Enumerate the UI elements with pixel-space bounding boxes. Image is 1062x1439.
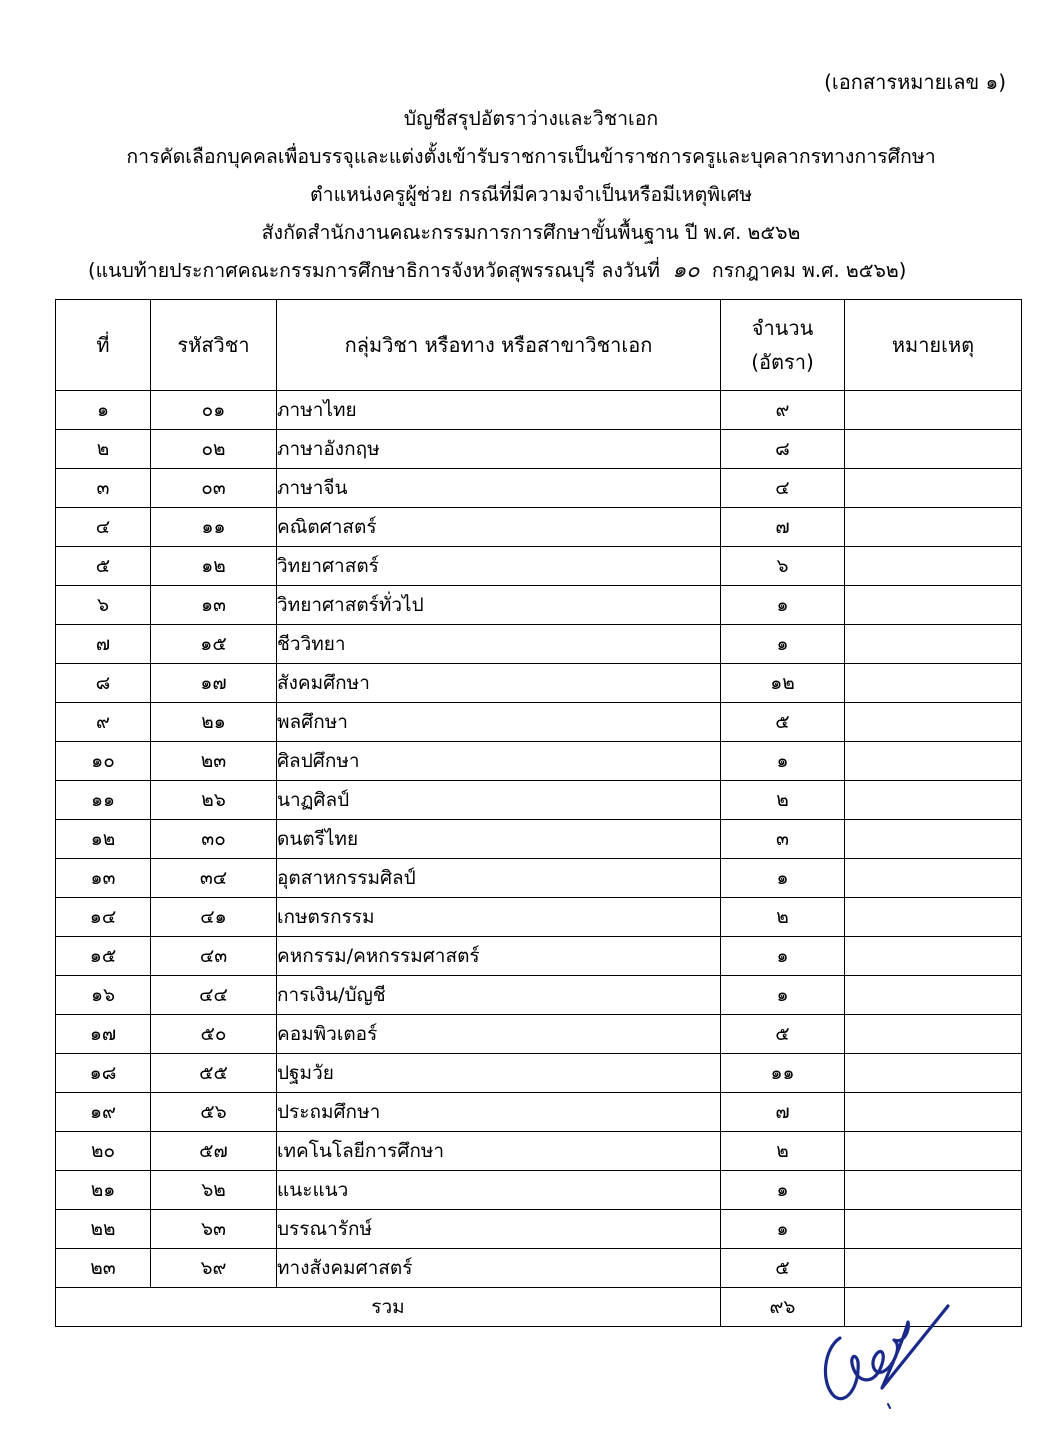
table-row [56, 1171, 1022, 1210]
row-subject: อุตสาหกรรมศิลป์ [277, 859, 721, 898]
handwritten-day: ๑๐ [672, 258, 700, 283]
row-count: ๕ [721, 703, 845, 742]
table-row [56, 703, 1022, 742]
row-no: ๒๑ [56, 1171, 151, 1210]
row-remark [845, 976, 1022, 1015]
row-no: ๑๔ [56, 898, 151, 937]
row-code: ๑๓ [151, 586, 277, 625]
row-no: ๗ [56, 625, 151, 664]
row-code: ๐๓ [151, 469, 277, 508]
row-count: ๑ [721, 1210, 845, 1249]
row-code: ๒๑ [151, 703, 277, 742]
row-subject: ภาษาอังกฤษ [277, 430, 721, 469]
table-row [56, 820, 1022, 859]
header-count [721, 300, 845, 391]
row-count: ๗ [721, 508, 845, 547]
table-row [56, 430, 1022, 469]
row-count: ๑ [721, 742, 845, 781]
table-row [56, 664, 1022, 703]
row-subject: คณิตศาสตร์ [277, 508, 721, 547]
row-no: ๒ [56, 430, 151, 469]
row-code: ๔๓ [151, 937, 277, 976]
table-row [56, 781, 1022, 820]
table-row [56, 547, 1022, 586]
table-row [56, 1093, 1022, 1132]
row-remark [845, 1210, 1022, 1249]
total-label: รวม [56, 1288, 721, 1327]
row-remark [845, 586, 1022, 625]
row-no: ๙ [56, 703, 151, 742]
table-row [56, 898, 1022, 937]
row-subject: ทางสังคมศาสตร์ [277, 1249, 721, 1288]
header-remark: หมายเหตุ [845, 300, 1022, 391]
row-subject: ประถมศึกษา [277, 1093, 721, 1132]
row-subject: นาฏศิลป์ [277, 781, 721, 820]
row-no: ๑๓ [56, 859, 151, 898]
row-code: ๔๑ [151, 898, 277, 937]
row-subject: ชีววิทยา [277, 625, 721, 664]
row-no: ๑๖ [56, 976, 151, 1015]
row-code: ๑๕ [151, 625, 277, 664]
announcement-month-year: กรกฎาคม พ.ศ. ๒๕๖๒) [711, 259, 907, 282]
title-line-1: บัญชีสรุปอัตราว่างและวิชาเอก [403, 107, 659, 130]
row-no: ๑๙ [56, 1093, 151, 1132]
row-subject: วิทยาศาสตร์ทั่วไป [277, 586, 721, 625]
row-no: ๑๕ [56, 937, 151, 976]
table-row [56, 1210, 1022, 1249]
row-remark [845, 742, 1022, 781]
row-count: ๒ [721, 1132, 845, 1171]
total-value: ๙๖ [721, 1288, 845, 1327]
table-header-row [56, 300, 1022, 391]
row-count: ๑ [721, 1171, 845, 1210]
row-count: ๑ [721, 859, 845, 898]
table-row [56, 1249, 1022, 1288]
row-code: ๓๐ [151, 820, 277, 859]
document-number: (เอกสารหมายเลข ๑) [824, 70, 1006, 94]
row-no: ๖ [56, 586, 151, 625]
row-remark [845, 1015, 1022, 1054]
row-remark [845, 430, 1022, 469]
handwritten-signature [818, 1300, 958, 1420]
row-code: ๓๔ [151, 859, 277, 898]
row-subject: คหกรรม/คหกรรมศาสตร์ [277, 937, 721, 976]
row-code: ๕๐ [151, 1015, 277, 1054]
row-code: ๐๑ [151, 391, 277, 430]
row-subject: แนะแนว [277, 1171, 721, 1210]
row-subject: คอมพิวเตอร์ [277, 1015, 721, 1054]
table-row [56, 391, 1022, 430]
row-code: ๕๖ [151, 1093, 277, 1132]
announcement-reference: (แนบท้ายประกาศคณะกรรมการศึกษาธิการจังหวัดสุพรรณบุรี ลงวันที่ [88, 259, 661, 282]
row-remark [845, 1093, 1022, 1132]
row-count: ๒ [721, 898, 845, 937]
title-line-5 [0, 252, 1062, 290]
row-count: ๙ [721, 391, 845, 430]
row-no: ๑๗ [56, 1015, 151, 1054]
row-code: ๒๖ [151, 781, 277, 820]
row-code: ๖๓ [151, 1210, 277, 1249]
row-subject: สังคมศึกษา [277, 664, 721, 703]
header-subject: กลุ่มวิชา หรือทาง หรือสาขาวิชาเอก [277, 300, 721, 391]
row-remark [845, 508, 1022, 547]
row-remark [845, 703, 1022, 742]
title-line-3: ตำแหน่งครูผู้ช่วย กรณีที่มีความจำเป็นหรือมีเหตุพิเศษ [309, 183, 753, 206]
row-subject: ศิลปศึกษา [277, 742, 721, 781]
row-no: ๑๐ [56, 742, 151, 781]
row-no: ๑๘ [56, 1054, 151, 1093]
row-no: ๓ [56, 469, 151, 508]
row-code: ๖๙ [151, 1249, 277, 1288]
table-row [56, 508, 1022, 547]
row-count: ๑๒ [721, 664, 845, 703]
row-subject: เทคโนโลยีการศึกษา [277, 1132, 721, 1171]
row-count: ๔ [721, 469, 845, 508]
table-row [56, 1015, 1022, 1054]
vacancy-table [55, 299, 1022, 1327]
row-code: ๑๑ [151, 508, 277, 547]
table-row [56, 469, 1022, 508]
row-count: ๑ [721, 976, 845, 1015]
row-no: ๑๑ [56, 781, 151, 820]
row-remark [845, 859, 1022, 898]
table-row [56, 742, 1022, 781]
table-row [56, 625, 1022, 664]
row-count: ๑ [721, 937, 845, 976]
row-remark [845, 547, 1022, 586]
row-code: ๐๒ [151, 430, 277, 469]
row-count: ๗ [721, 1093, 845, 1132]
row-no: ๕ [56, 547, 151, 586]
row-count: ๕ [721, 1015, 845, 1054]
row-count: ๓ [721, 820, 845, 859]
row-remark [845, 1171, 1022, 1210]
row-count: ๖ [721, 547, 845, 586]
row-remark [845, 781, 1022, 820]
table-row [56, 586, 1022, 625]
row-count: ๑ [721, 586, 845, 625]
row-count: ๕ [721, 1249, 845, 1288]
row-remark [845, 391, 1022, 430]
row-no: ๒๓ [56, 1249, 151, 1288]
row-subject: บรรณารักษ์ [277, 1210, 721, 1249]
row-subject: ดนตรีไทย [277, 820, 721, 859]
row-subject: วิทยาศาสตร์ [277, 547, 721, 586]
row-no: ๑๒ [56, 820, 151, 859]
row-code: ๑๒ [151, 547, 277, 586]
row-code: ๒๓ [151, 742, 277, 781]
row-count: ๒ [721, 781, 845, 820]
table-row [56, 937, 1022, 976]
table-body [56, 391, 1022, 1288]
header-count-line1: จำนวน [751, 316, 814, 340]
row-remark [845, 820, 1022, 859]
row-subject: การเงิน/บัญชี [277, 976, 721, 1015]
row-subject: ปฐมวัย [277, 1054, 721, 1093]
row-count: ๑ [721, 625, 845, 664]
header-code: รหัสวิชา [151, 300, 277, 391]
row-count: ๘ [721, 430, 845, 469]
row-code: ๖๒ [151, 1171, 277, 1210]
row-remark [845, 1249, 1022, 1288]
row-remark [845, 937, 1022, 976]
row-remark [845, 898, 1022, 937]
row-no: ๑ [56, 391, 151, 430]
table-row [56, 976, 1022, 1015]
table-row [56, 1132, 1022, 1171]
title-line-2: การคัดเลือกบุคคลเพื่อบรรจุและแต่งตั้งเข้ารับราชการเป็นข้าราชการครูและบุคลากรทางการศึกษา [126, 145, 936, 168]
row-remark [845, 1054, 1022, 1093]
row-code: ๕๗ [151, 1132, 277, 1171]
table-row [56, 1054, 1022, 1093]
row-count: ๑๑ [721, 1054, 845, 1093]
document-title-block [0, 100, 1062, 290]
row-code: ๕๕ [151, 1054, 277, 1093]
row-remark [845, 664, 1022, 703]
header-count-line2: (อัตรา) [751, 350, 814, 374]
row-subject: ภาษาจีน [277, 469, 721, 508]
table-row [56, 859, 1022, 898]
row-remark [845, 469, 1022, 508]
row-remark [845, 1132, 1022, 1171]
row-no: ๒๒ [56, 1210, 151, 1249]
row-no: ๘ [56, 664, 151, 703]
row-subject: ภาษาไทย [277, 391, 721, 430]
title-line-4: สังกัดสำนักงานคณะกรรมการการศึกษาขั้นพื้นฐาน ปี พ.ศ. ๒๕๖๒ [261, 221, 801, 244]
row-code: ๔๔ [151, 976, 277, 1015]
row-no: ๔ [56, 508, 151, 547]
row-remark [845, 625, 1022, 664]
row-code: ๑๗ [151, 664, 277, 703]
header-no: ที่ [56, 300, 151, 391]
row-subject: เกษตรกรรม [277, 898, 721, 937]
row-no: ๒๐ [56, 1132, 151, 1171]
row-subject: พลศึกษา [277, 703, 721, 742]
